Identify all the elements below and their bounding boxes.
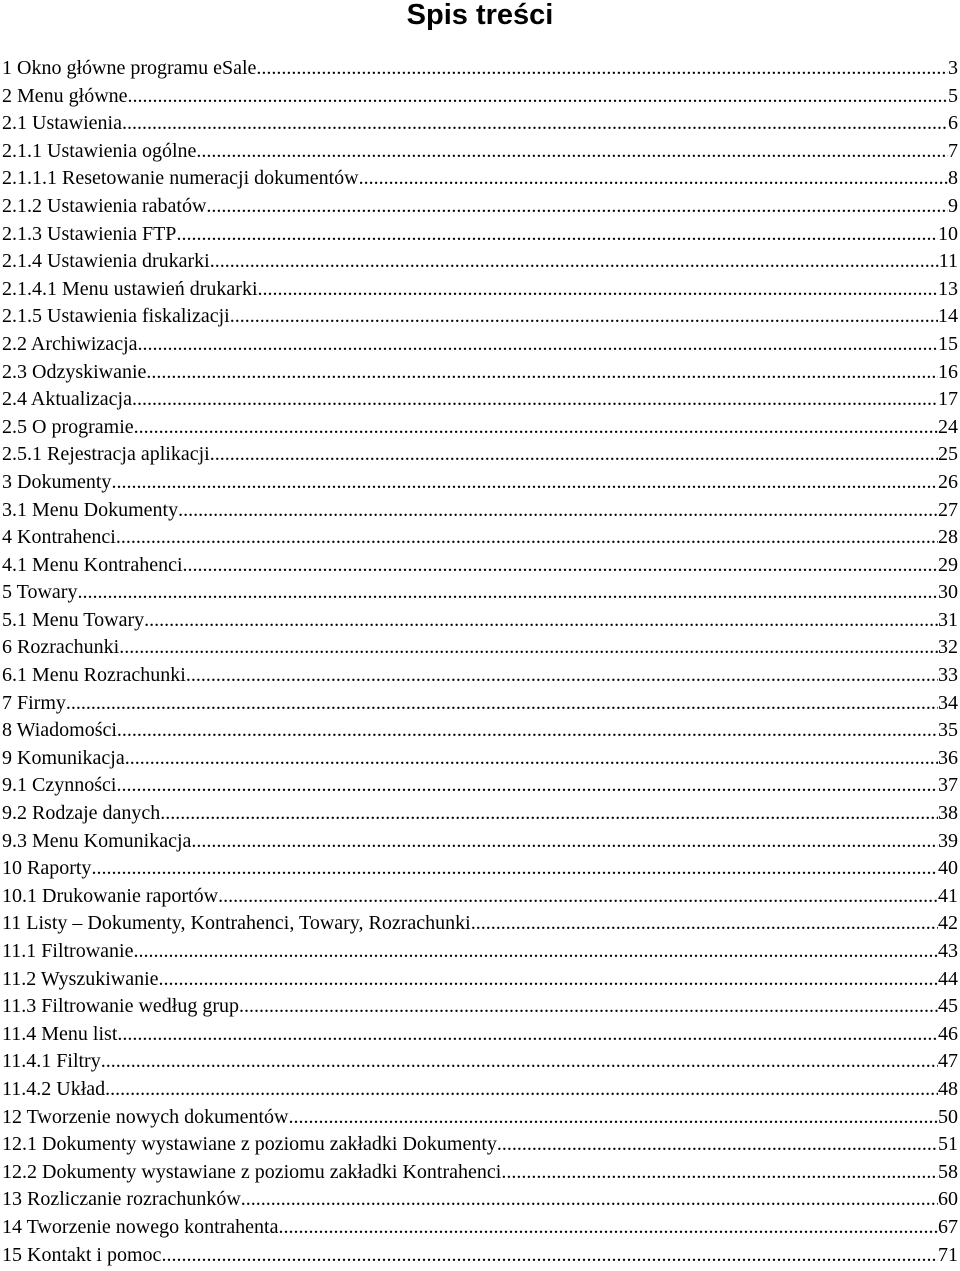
toc-entry-page-number: 39: [938, 829, 958, 852]
toc-entry[interactable]: [2, 359, 958, 387]
toc-entry-title: 6 Rozrachunki: [2, 636, 120, 659]
toc-entry-page-number: 13: [938, 277, 958, 300]
toc-entry[interactable]: [2, 717, 958, 745]
toc-entry[interactable]: [2, 441, 958, 469]
toc-dot-leader: [176, 221, 938, 249]
toc-entry-title: 2.5.1 Rejestracja aplikacji: [2, 443, 210, 466]
toc-entry-page-number: 71: [938, 1243, 958, 1266]
toc-dot-leader: [178, 497, 938, 525]
toc-entry-title: 2.1.3 Ustawienia FTP: [2, 222, 177, 245]
toc-entry-title: 2.1.5 Ustawienia fiskalizacji: [2, 305, 230, 328]
toc-entry-page-number: 48: [938, 1077, 958, 1100]
toc-dot-leader: [77, 579, 938, 607]
toc-entry-page-number: 8: [948, 167, 958, 190]
toc-dot-leader: [471, 910, 938, 938]
table-of-contents: [2, 55, 958, 1269]
toc-entry-title: 6.1 Menu Rozrachunki: [2, 664, 186, 687]
toc-dot-leader: [111, 469, 938, 497]
toc-entry[interactable]: [2, 55, 958, 83]
toc-entry[interactable]: [2, 1021, 958, 1049]
toc-entry[interactable]: [2, 524, 958, 552]
toc-entry-title: 5.1 Menu Towary: [2, 608, 145, 631]
toc-dot-leader: [191, 828, 938, 856]
toc-entry-page-number: 3: [948, 57, 958, 79]
toc-entry-page-number: 42: [938, 912, 958, 935]
toc-entry-page-number: 58: [938, 1160, 958, 1183]
toc-entry-title: 9.3 Menu Komunikacja: [2, 829, 192, 852]
toc-entry[interactable]: [2, 662, 958, 690]
toc-dot-leader: [144, 607, 938, 635]
toc-entry[interactable]: [2, 800, 958, 828]
toc-entry-title: 12.2 Dokumenty wystawiane z poziomu zakładki Kontrahenci: [2, 1160, 502, 1183]
toc-dot-leader: [159, 966, 938, 994]
toc-dot-leader: [239, 993, 938, 1021]
toc-entry-page-number: 46: [938, 1022, 958, 1045]
toc-entry-page-number: 41: [938, 884, 958, 907]
toc-dot-leader: [122, 110, 948, 138]
toc-dot-leader: [256, 55, 948, 83]
toc-dot-leader: [116, 524, 938, 552]
toc-entry[interactable]: [2, 607, 958, 635]
toc-entry[interactable]: [2, 579, 958, 607]
toc-entry-page-number: 33: [938, 664, 958, 687]
toc-entry[interactable]: [2, 331, 958, 359]
toc-dot-leader: [101, 1048, 938, 1076]
toc-entry[interactable]: [2, 276, 958, 304]
toc-entry-page-number: 30: [938, 581, 958, 604]
toc-entry[interactable]: [2, 1076, 958, 1104]
toc-entry-page-number: 27: [938, 498, 958, 521]
toc-entry-title: 7 Firmy: [2, 691, 66, 714]
toc-entry-title: 4.1 Menu Kontrahenci: [2, 553, 183, 576]
toc-entry-title: 12.1 Dokumenty wystawiane z poziomu zakładki Dokumenty: [2, 1133, 497, 1156]
toc-entry-page-number: 5: [948, 84, 958, 107]
toc-dot-leader: [105, 1076, 938, 1104]
toc-entry-page-number: 36: [938, 746, 958, 769]
toc-entry-title: 2.1.4.1 Menu ustawień drukarki: [2, 277, 258, 300]
toc-entry-page-number: 40: [938, 857, 958, 880]
toc-entry-page-number: 67: [938, 1215, 958, 1238]
toc-entry-title: 11.3 Filtrowanie według grup: [2, 995, 240, 1018]
toc-entry-title: 8 Wiadomości: [2, 719, 117, 742]
toc-entry-page-number: 34: [938, 691, 958, 714]
toc-dot-leader: [218, 883, 938, 911]
toc-entry[interactable]: [2, 1159, 958, 1187]
toc-entry-title: 11.2 Wyszukiwanie: [2, 967, 159, 990]
toc-entry-title: 2.1.4 Ustawienia drukarki: [2, 250, 210, 273]
toc-entry-title: 2 Menu główne: [2, 84, 128, 107]
toc-entry-page-number: 35: [938, 719, 958, 742]
toc-entry-page-number: 60: [938, 1188, 958, 1211]
toc-entry-page-number: 17: [938, 388, 958, 411]
toc-entry[interactable]: [2, 193, 958, 221]
toc-dot-leader: [128, 83, 948, 111]
toc-entry[interactable]: [2, 469, 958, 497]
toc-entry-title: 1 Okno główne programu eSale: [2, 57, 257, 79]
toc-entry-page-number: 16: [938, 360, 958, 383]
toc-entry-title: 5 Towary: [2, 581, 78, 604]
toc-entry[interactable]: [2, 1104, 958, 1132]
toc-entry-title: 11.4 Menu list: [2, 1022, 118, 1045]
toc-entry-title: 14 Tworzenie nowego kontrahenta: [2, 1215, 279, 1238]
toc-entry-title: 10 Raporty: [2, 857, 92, 880]
toc-entry-title: 11.4.2 Układ: [2, 1077, 106, 1100]
toc-entry[interactable]: [2, 938, 958, 966]
toc-entry-title: 13 Rozliczanie rozrachunków: [2, 1188, 241, 1211]
toc-dot-leader: [501, 1159, 938, 1187]
toc-dot-leader: [183, 552, 938, 580]
toc-entry[interactable]: [2, 165, 958, 193]
toc-entry[interactable]: [2, 1048, 958, 1076]
toc-entry-page-number: 25: [938, 443, 958, 466]
toc-entry-title: 2.3 Odzyskiwanie: [2, 360, 147, 383]
toc-dot-leader: [210, 441, 938, 469]
toc-entry-title: 12 Tworzenie nowych dokumentów: [2, 1105, 289, 1128]
toc-entry-page-number: 6: [948, 112, 958, 135]
toc-entry[interactable]: [2, 1131, 958, 1159]
toc-entry-page-number: 50: [938, 1105, 958, 1128]
toc-entry-title: 2.4 Aktualizacja: [2, 388, 132, 411]
toc-entry-title: 2.5 O programie: [2, 415, 134, 438]
toc-dot-leader: [210, 248, 939, 276]
toc-entry[interactable]: [2, 552, 958, 580]
toc-entry-title: 3 Dokumenty: [2, 470, 112, 493]
toc-entry-page-number: 29: [938, 553, 958, 576]
toc-dot-leader: [278, 1214, 938, 1242]
toc-dot-leader: [116, 772, 938, 800]
toc-dot-leader: [359, 165, 948, 193]
toc-dot-leader: [258, 276, 938, 304]
toc-entry-title: 11.4.1 Filtry: [2, 1050, 101, 1073]
toc-entry[interactable]: [2, 83, 958, 111]
toc-dot-leader: [138, 331, 939, 359]
toc-entry[interactable]: [2, 221, 958, 249]
toc-entry-title: 2.1.2 Ustawienia rabatów: [2, 194, 207, 217]
toc-dot-leader: [134, 414, 938, 442]
toc-entry-title: 9.2 Rodzaje danych: [2, 802, 161, 825]
toc-dot-leader: [206, 193, 948, 221]
toc-entry-title: 10.1 Drukowanie raportów: [2, 884, 219, 907]
toc-dot-leader: [196, 138, 948, 166]
toc-entry-page-number: 24: [938, 415, 958, 438]
toc-entry[interactable]: [2, 138, 958, 166]
toc-entry-page-number: 28: [938, 526, 958, 549]
toc-entry[interactable]: [2, 110, 958, 138]
toc-dot-leader: [186, 662, 938, 690]
toc-entry-page-number: 9: [948, 194, 958, 217]
toc-dot-leader: [125, 745, 938, 773]
toc-entry[interactable]: [2, 966, 958, 994]
toc-dot-leader: [161, 1242, 938, 1270]
page-title: Spis treści: [406, 0, 554, 31]
toc-entry-page-number: 38: [938, 802, 958, 825]
toc-dot-leader: [132, 386, 938, 414]
toc-entry-title: 2.1.1.1 Resetowanie numeracji dokumentów: [2, 167, 359, 190]
toc-entry[interactable]: [2, 745, 958, 773]
toc-entry-page-number: 31: [938, 608, 958, 631]
toc-entry-title: 4 Kontrahenci: [2, 526, 116, 549]
toc-dot-leader: [133, 938, 938, 966]
toc-entry[interactable]: [2, 497, 958, 525]
toc-entry-page-number: 10: [938, 222, 958, 245]
toc-entry-page-number: 43: [938, 940, 958, 962]
toc-entry[interactable]: [2, 248, 958, 276]
toc-entry[interactable]: [2, 855, 958, 883]
toc-entry[interactable]: [2, 772, 958, 800]
toc-entry[interactable]: [2, 690, 958, 718]
toc-entry-page-number: 37: [938, 774, 958, 797]
toc-entry-page-number: 14: [938, 305, 958, 328]
toc-entry[interactable]: [2, 910, 958, 938]
toc-entry[interactable]: [2, 414, 958, 442]
toc-entry-title: 2.1.1 Ustawienia ogólne: [2, 139, 197, 162]
toc-entry[interactable]: [2, 883, 958, 911]
toc-dot-leader: [146, 359, 938, 387]
toc-entry-page-number: 45: [938, 995, 958, 1018]
toc-dot-leader: [91, 855, 938, 883]
toc-entry-title: 9.1 Czynności: [2, 774, 117, 797]
toc-dot-leader: [117, 717, 938, 745]
toc-entry-page-number: 26: [938, 470, 958, 493]
toc-entry[interactable]: [2, 634, 958, 662]
toc-entry[interactable]: [2, 1242, 958, 1270]
toc-dot-leader: [119, 634, 938, 662]
toc-entry-page-number: 51: [938, 1133, 958, 1156]
toc-dot-leader: [230, 303, 938, 331]
toc-entry-title: 11.1 Filtrowanie: [2, 940, 134, 962]
toc-entry[interactable]: [2, 1214, 958, 1242]
toc-entry[interactable]: [2, 1186, 958, 1214]
toc-entry-title: 11 Listy – Dokumenty, Kontrahenci, Towary, Rozrachunki: [2, 912, 471, 935]
toc-entry-page-number: 47: [938, 1050, 958, 1073]
toc-dot-leader: [66, 690, 938, 718]
toc-entry[interactable]: [2, 386, 958, 414]
toc-dot-leader: [241, 1186, 938, 1214]
toc-entry-title: 2.2 Archiwizacja: [2, 332, 138, 355]
toc-entry-page-number: 32: [938, 636, 958, 659]
toc-entry-page-number: 15: [938, 332, 958, 355]
toc-entry[interactable]: [2, 993, 958, 1021]
toc-entry-title: 2.1 Ustawienia: [2, 112, 122, 135]
toc-entry-title: 15 Kontakt i pomoc: [2, 1243, 162, 1266]
toc-entry-title: 3.1 Menu Dokumenty: [2, 498, 179, 521]
toc-dot-leader: [289, 1104, 938, 1132]
toc-dot-leader: [497, 1131, 938, 1159]
toc-entry-page-number: 11: [938, 250, 958, 273]
toc-dot-leader: [117, 1021, 938, 1049]
toc-entry-title: 9 Komunikacja: [2, 746, 125, 769]
toc-entry-page-number: 7: [948, 139, 958, 162]
toc-entry-page-number: 44: [938, 967, 958, 990]
toc-entry[interactable]: [2, 828, 958, 856]
toc-dot-leader: [160, 800, 938, 828]
toc-entry[interactable]: [2, 303, 958, 331]
